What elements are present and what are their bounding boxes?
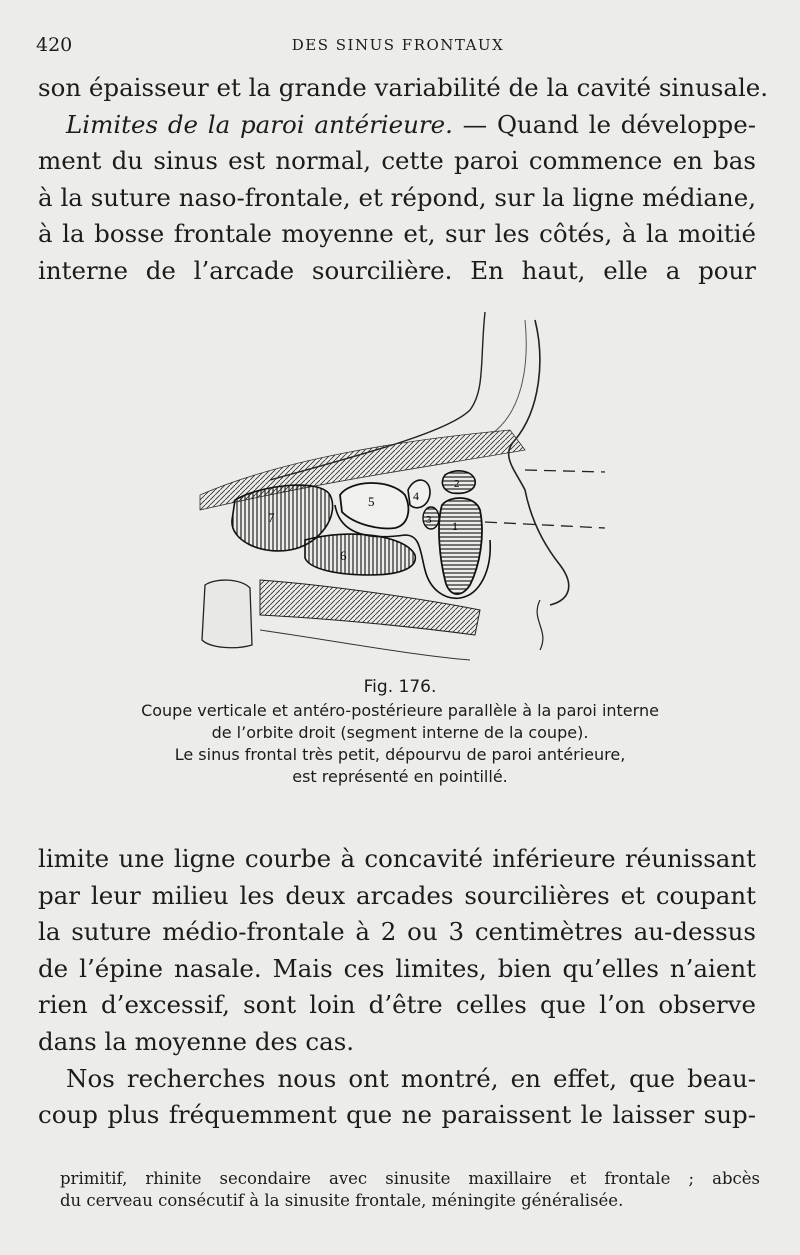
text-line: limite une ligne courbe à concavité inférieure réunissant — [38, 844, 756, 873]
anatomical-figure — [180, 300, 620, 680]
text-line: de l’épine nasale. Mais ces limites, bien qu’elles n’aient — [38, 953, 756, 983]
section-heading-italic: Limites de la paroi antérieure. — [66, 109, 453, 139]
cavity-1 — [439, 498, 482, 594]
cavity-5 — [340, 483, 408, 528]
text-line: ment du sinus est normal, cette paroi commence en bas — [38, 146, 756, 176]
cavity-label-4: 4 — [413, 489, 419, 503]
figure-number: Fig. 176. — [363, 677, 437, 697]
running-head: DES SINUS FRONTAUX — [291, 36, 505, 54]
page-header — [36, 34, 760, 58]
text-line: dans la moyenne des cas. — [38, 1026, 355, 1056]
caption-line: de l’orbite droit (segment interne de la coupe). — [211, 723, 589, 742]
text-line: à la suture naso-frontale, et répond, sur la ligne médiane, — [38, 182, 756, 212]
cavity-label-5: 5 — [368, 494, 375, 509]
cavity-6 — [305, 534, 415, 575]
paragraph-top — [38, 70, 769, 290]
cavity-label-3: 3 — [426, 514, 432, 526]
text-line: coup plus fréquemment que ne paraissent le laisser sup- — [38, 1100, 756, 1130]
text-line: son épaisseur et la grande variabilité de la cavité sinusale. — [38, 73, 769, 102]
cavity-3 — [423, 507, 439, 529]
sinus-section-illustration — [180, 300, 620, 680]
caption-line: Le sinus frontal très petit, dépourvu de paroi antérieure, — [174, 745, 626, 764]
text-line: Nos recherches nous ont montré, en effet, que beau- — [66, 1063, 756, 1093]
caption-line: est représenté en pointillé. — [292, 767, 508, 786]
figure-caption — [60, 676, 740, 788]
page-number: 420 — [36, 34, 73, 56]
text-fragment: — Quand le développe- — [452, 109, 756, 139]
cavity-4 — [408, 480, 430, 508]
caption-line: Coupe verticale et antéro-postérieure parallèle à la paroi interne — [141, 701, 659, 720]
cavity-label-7: 7 — [268, 510, 275, 525]
text-line: rien d’excessif, sont loin d’être celles que l’on observe — [38, 990, 756, 1020]
text-line: la suture médio-frontale à 2 ou 3 centimètres au-dessus — [38, 917, 756, 947]
text-line: par leur milieu les deux arcades sourcilières et coupant — [38, 880, 756, 910]
cavity-label-6: 6 — [340, 548, 347, 563]
dashed-guide-lines — [485, 470, 605, 528]
cavity-2 — [442, 471, 475, 494]
paragraph-bottom — [38, 841, 756, 1134]
footnote — [60, 1168, 760, 1212]
text-line — [38, 107, 756, 144]
footnote-line: du cerveau consécutif à la sinusite frontale, méningite généralisée. — [60, 1191, 624, 1210]
footnote-line: primitif, rhinite secondaire avec sinusite maxillaire et frontale ; abcès — [60, 1169, 760, 1188]
text-line: à la bosse frontale moyenne et, sur les côtés, à la moitié — [38, 219, 756, 249]
cavity-label-2: 2 — [454, 478, 460, 490]
text-line: interne de l’arcade sourcilière. En haut, elle a pour — [38, 255, 756, 285]
cavity-label-1: 1 — [452, 519, 458, 533]
